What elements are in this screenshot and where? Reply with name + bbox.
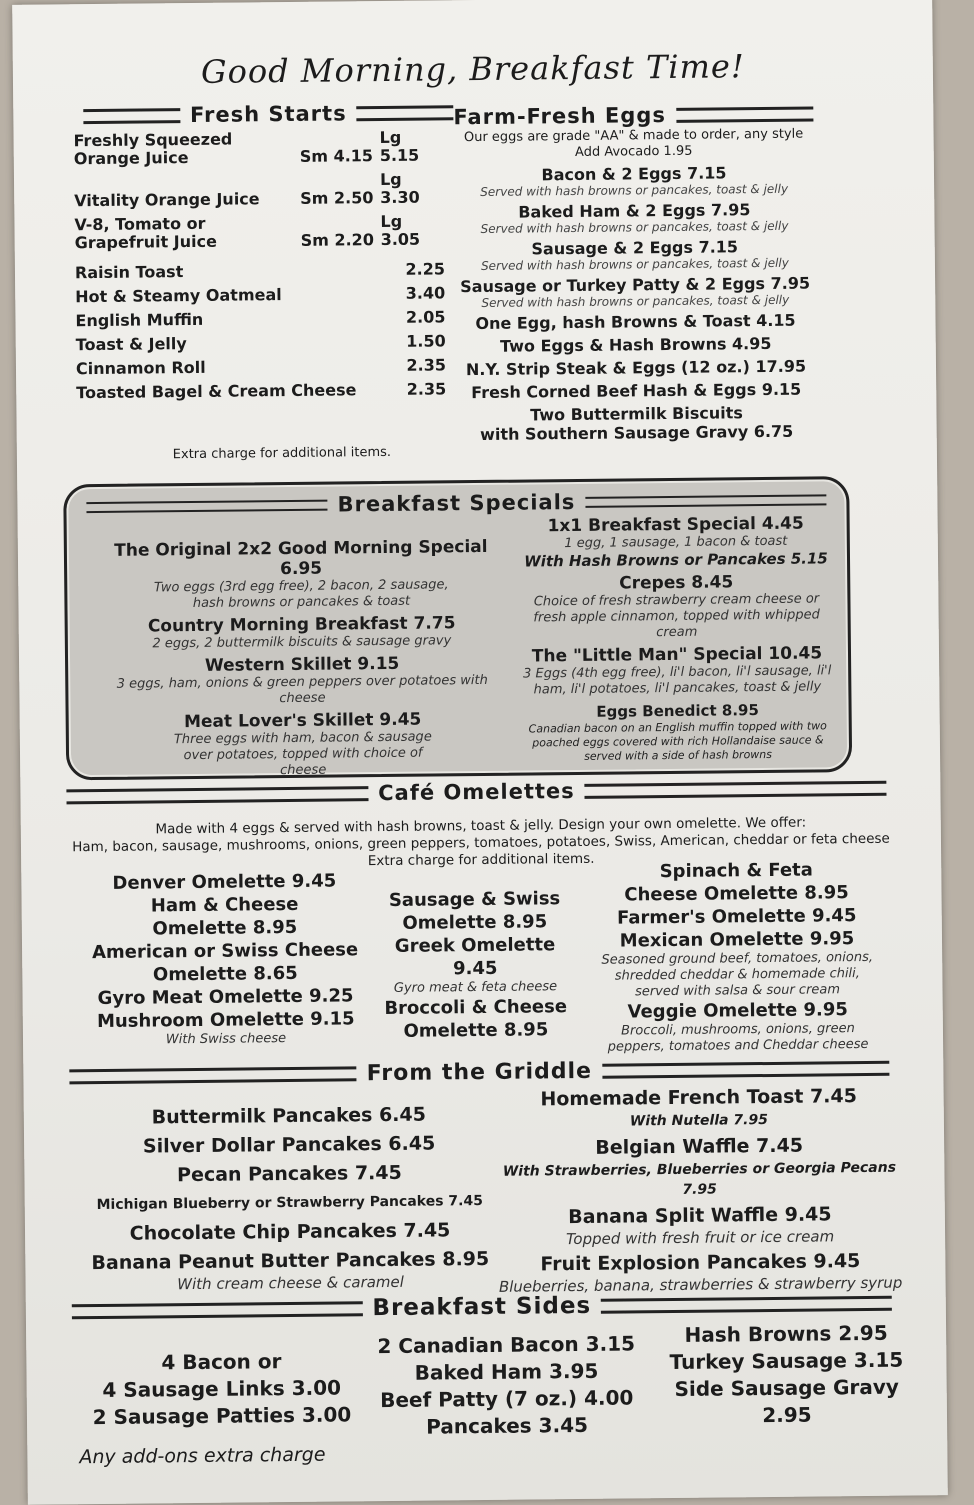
list-item: Hash Browns 2.95: [684, 1320, 888, 1347]
list-item: Sausage & Swiss Omelette 8.95: [388, 888, 561, 934]
list-item: Cinnamon Roll 2.35: [75, 355, 447, 379]
list-item: Buttermilk Pancakes 6.45: [151, 1103, 427, 1129]
menu-page: [12, 0, 948, 1505]
griddle-heading: From the Griddle: [69, 1056, 889, 1090]
griddle-left-column: [84, 1098, 496, 1294]
heading-rule: [676, 106, 814, 122]
list-item: The "Little Man" Special 10.45: [531, 643, 823, 667]
list-item: Hot & Steamy Oatmeal 3.40: [75, 283, 446, 307]
list-item: Toast & Jelly 1.50: [75, 331, 446, 355]
item-description: Broccoli, mushrooms, onions, green peppers, tomatoes and Cheddar cheese: [607, 1021, 869, 1055]
list-item: Country Morning Breakfast 7.75: [147, 613, 456, 637]
list-item: Turkey Sausage 3.15: [669, 1347, 904, 1375]
list-item: Pancakes 3.45: [426, 1412, 589, 1439]
item-description: 3 eggs, ham, onions & green peppers over potatoes with cheese: [116, 672, 488, 707]
eggs-heading: Farm-Fresh Eggs: [453, 101, 813, 129]
sides-left-column: [76, 1347, 367, 1431]
omelettes-left-column: [79, 869, 371, 1049]
griddle-right-column: [493, 1080, 905, 1296]
list-item: Ham & Cheese Omelette 8.95: [150, 893, 299, 940]
list-item: Veggie Omelette 9.95: [627, 999, 849, 1023]
page-title: Good Morning, Breakfast Time!: [200, 47, 745, 91]
list-item: Pecan Pancakes 7.45: [176, 1161, 402, 1187]
heading-rule: [72, 1301, 363, 1319]
item-description: Gyro meat & feta cheese: [393, 979, 558, 996]
heading-rule: [602, 1061, 889, 1079]
list-item: 4 Sausage Links 3.00: [102, 1375, 342, 1402]
list-item: Beef Patty (7 oz.) 4.00: [380, 1385, 634, 1413]
heading-rule: [86, 499, 327, 513]
list-item: 2 Sausage Patties 3.00: [92, 1402, 352, 1430]
specials-right-column: [517, 509, 838, 764]
list-item: Meat Lover's Skillet 9.45: [183, 709, 422, 733]
heading-rule: [66, 786, 368, 804]
item-description: With Hash Browns or Pancakes 5.15: [524, 549, 828, 571]
heading-rule: [83, 108, 180, 124]
fresh-starts-heading: Fresh Starts: [83, 100, 453, 128]
item-description: Served with hash browns or pancakes, toast & jelly: [480, 255, 789, 273]
list-item: Chocolate Chip Pancakes 7.45: [129, 1219, 451, 1245]
list-item: Michigan Blueberry or Strawberry Pancakes 7.45: [96, 1192, 483, 1214]
list-item: Toasted Bagel & Cream Cheese 2.35: [76, 379, 447, 403]
list-item: Crepes 8.45: [619, 572, 734, 594]
item-description: With cream cheese & caramel: [177, 1272, 404, 1294]
item-description: Choice of fresh strawberry cream cheese or fresh apple cinnamon, topped with whipped cream: [533, 591, 820, 641]
sides-right-column: [646, 1319, 927, 1430]
list-item: Mexican Omelette 9.95: [619, 928, 855, 952]
item-description: 1 egg, 1 sausage, 1 bacon & toast: [564, 533, 788, 552]
fresh-starts-note: Extra charge for additional items.: [172, 444, 392, 463]
add-ons-note: Any add-ons extra charge: [79, 1443, 326, 1469]
item-description: Served with hash browns or pancakes, toast & jelly: [480, 218, 789, 236]
list-item: Raisin Toast 2.25: [74, 259, 446, 283]
item-description: Blueberries, banana, strawberries & strawberry syrup: [498, 1273, 903, 1296]
item-description: With Strawberries, Blueberries or Georgia Pecans 7.95: [502, 1159, 897, 1198]
specials-heading: Breakfast Specials: [86, 487, 826, 519]
list-item: Silver Dollar Pancakes 6.45: [142, 1132, 436, 1158]
list-item: Sausage or Turkey Patty & 2 Eggs 7.95: [460, 273, 811, 297]
list-item: Freshly Squeezed Orange Juice Sm 4.15 Lg 5.15: [73, 127, 420, 169]
list-item: Banana Peanut Butter Pancakes 8.95: [91, 1247, 490, 1275]
list-item: Spinach & Feta Cheese Omelette 8.95: [624, 859, 849, 906]
list-item: Banana Split Waffle 9.45: [568, 1203, 832, 1229]
heading-rule: [69, 1066, 356, 1084]
list-item: N.Y. Strip Steak & Eggs (12 oz.) 17.95: [465, 356, 807, 380]
list-item: Belgian Waffle 7.45: [595, 1134, 804, 1159]
fresh-starts-list: [74, 128, 447, 463]
list-item: Denver Omelette 9.45: [112, 870, 337, 894]
item-description: 2 eggs, 2 buttermilk biscuits & sausage gravy: [152, 633, 452, 652]
item-description: Topped with fresh fruit or ice cream: [565, 1227, 835, 1249]
item-description: Three eggs with ham, bacon & sausage over potatoes, topped with choice of cheese: [173, 729, 432, 779]
eggs-list: [454, 126, 817, 444]
heading-rule: [585, 494, 826, 508]
omelettes-heading: Café Omelettes: [66, 776, 886, 809]
list-item: Side Sausage Gravy 2.95: [674, 1374, 899, 1428]
sides-heading: Breakfast Sides: [72, 1290, 892, 1325]
list-item: Homemade French Toast 7.45: [540, 1085, 858, 1111]
list-item: 4 Bacon or: [161, 1349, 282, 1375]
list-item: Western Skillet 9.15: [204, 653, 400, 676]
heading-rule: [601, 1295, 892, 1313]
list-item: One Egg, hash Browns & Toast 4.15: [475, 310, 796, 334]
list-item: The Original 2x2 Good Morning Special 6.95: [114, 536, 488, 580]
list-item: Fresh Corned Beef Hash & Eggs 9.15: [471, 379, 802, 403]
omelettes-middle-column: [369, 887, 581, 1043]
list-item: Vitality Orange Juice Sm 2.50 Lg 3.30: [74, 169, 420, 211]
omelettes-right-column: [591, 858, 883, 1056]
list-item: with Southern Sausage Gravy 6.75: [480, 421, 794, 444]
item-description: 3 Eggs (4th egg free), li'l bacon, li'l sausage, li'l ham, li'l potatoes, li'l pancakes, toast & jelly: [522, 663, 832, 698]
list-item: Mushroom Omelette 9.15: [96, 1008, 355, 1033]
list-item: 1x1 Breakfast Special 4.45: [547, 513, 804, 537]
item-description: Served with hash browns or pancakes, toast & jelly: [480, 181, 789, 199]
list-item: V-8, Tomato or Grapefruit Juice Sm 2.20 Lg 3.05: [74, 211, 421, 253]
specials-left-column: [91, 533, 514, 781]
list-item: American or Swiss Cheese Omelette 8.65: [91, 939, 359, 986]
list-item: Eggs Benedict 8.95: [596, 701, 759, 721]
list-item: Fruit Explosion Pancakes 9.45: [540, 1250, 861, 1276]
item-description: With Nutella 7.95: [629, 1112, 769, 1130]
list-item: Sausage & 2 Eggs 7.15: [531, 237, 739, 259]
heading-rule: [585, 780, 887, 798]
list-item: Two Buttermilk Biscuits: [530, 403, 743, 425]
list-item: Two Eggs & Hash Browns 4.95: [499, 333, 772, 356]
list-item: 2 Canadian Bacon 3.15: [377, 1331, 636, 1359]
item-description: Canadian bacon on an English muffin topped with two poached eggs covered with rich Hollandaise sauce & served with a side of hash browns: [528, 719, 827, 763]
list-item: Baked Ham & 2 Eggs 7.95: [518, 200, 751, 222]
item-description: With Swiss cheese: [165, 1031, 287, 1048]
specials-box: [63, 476, 852, 780]
list-item: Baked Ham 3.95: [414, 1358, 599, 1385]
list-item: Greek Omelette 9.45: [394, 934, 556, 980]
list-item: Broccoli & Cheese Omelette 8.95: [384, 996, 568, 1042]
omelettes-intro: Made with 4 eggs & served with hash browns, toast & jelly. Design your own omelette. We offer: Ham, bacon, sausage, mushrooms, onions, green peppers, tomatoes, potatoes, Swiss, American, cheddar or feta cheese Extra charge for additional items.: [72, 814, 890, 870]
sides-middle-column: [366, 1330, 647, 1441]
item-description: Served with hash browns or pancakes, toast & jelly: [481, 292, 790, 310]
heading-rule: [357, 105, 454, 121]
list-item: Bacon & 2 Eggs 7.15: [541, 163, 727, 185]
eggs-intro: Our eggs are grade "AA" & made to order, any style: [463, 126, 804, 146]
list-item: English Muffin 2.05: [75, 307, 446, 331]
item-description: Two eggs (3rd egg free), 2 bacon, 2 sausage, hash browns or pancakes & toast: [153, 577, 449, 611]
item-description: Seasoned ground beef, tomatoes, onions, shredded cheddar & homemade chili, served with salsa & sour cream: [601, 949, 874, 1000]
avocado-note: Add Avocado 1.95: [574, 143, 693, 160]
list-item: Farmer's Omelette 9.45: [616, 905, 857, 929]
list-item: Gyro Meat Omelette 9.25: [97, 985, 354, 1010]
